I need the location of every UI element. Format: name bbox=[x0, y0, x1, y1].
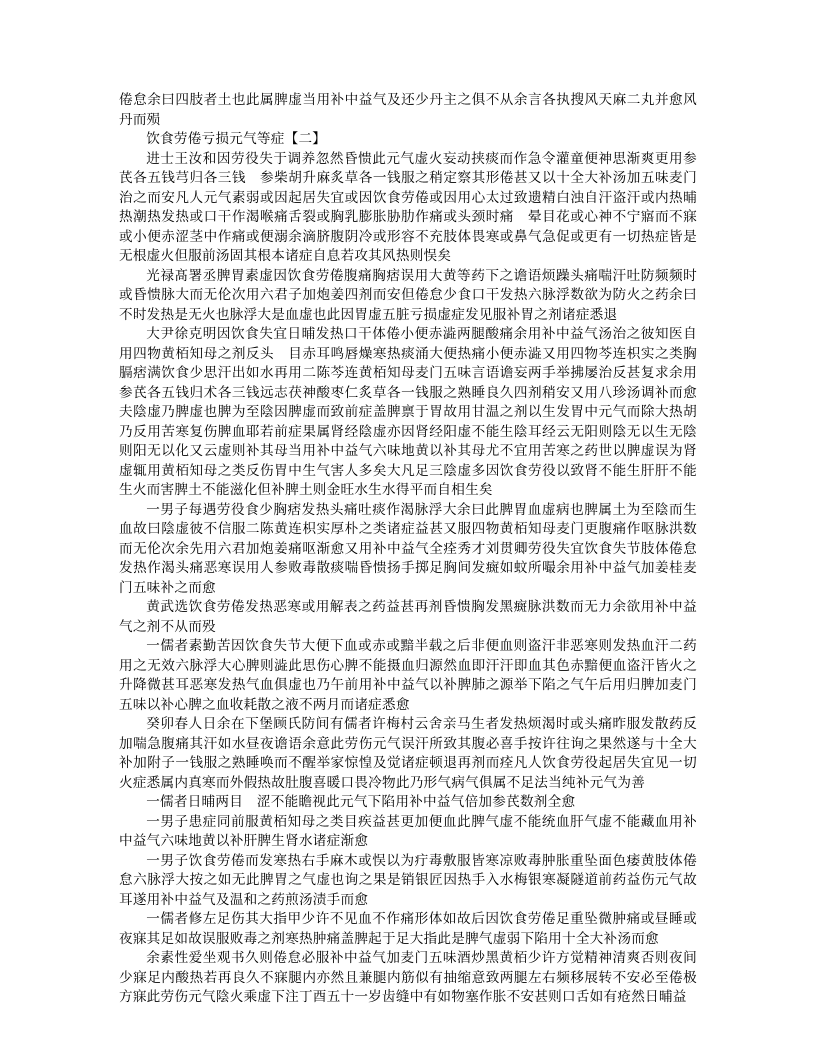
paragraph: 一儒者日晡两目 涩不能瞻视此元气下陷用补中益气倍加参芪数剂全愈 bbox=[146, 794, 576, 810]
paragraph: 一儒者素勤苦因饮食失节大便下血或赤或黯半载之后非便血则盗汗非恶寒则发热血汗二药用之无效六脉浮大心脾则澁此思伤心脾不能摄血归源然血即汗汗即血其色赤黯便血盗汗皆火之升降微甚耳恶寒发热气血俱虚也乃午前用补中益气以补脾肺之源举下陷之气午后用归脾加麦门五味以补心脾之血收耗散之液不两月而诸症悉愈 bbox=[119, 638, 697, 713]
paragraph: 一男子每遇劳役食少胸痞发热头痛吐痰作渴脉浮大余曰此脾胃血虚病也脾属土为至陰而生血故曰陰虚彼不信服二陈黄连枳实厚朴之类诸症益甚又服四物黄栢知母麦门更腹痛作呕脉洪数而无伦次余先用六君加炮姜痛呕渐愈又用补中益气全痊秀才刘贯卿劳役失宜饮食失节肢体倦怠发热作渴头痛恶寒误用人参败毒散痰喘昏愦扬手掷足胸间发癍如蚊所嘬余用补中益气加姜桂麦门五味补之而愈 bbox=[119, 501, 697, 596]
section-heading: 饮食劳倦亏损元气等症【二】 bbox=[146, 131, 327, 147]
paragraph: 一男子饮食劳倦而发寒热右手麻木或悮以为疔毒敷服皆寒凉败毒肿胀重坠面色痿黄肢体倦怠六脉浮大按之如无此脾胃之气虚也询之果是销银匠因热手入水梅银寒凝隧道前药益伤元气故耳遂用补中益气及温和之药煎汤渍手而愈 bbox=[119, 852, 697, 908]
paragraph: 进士王汝和因劳役失于调养忽然昏愦此元气虚火妄动挟痰而作急令灌童便神思渐爽更用参芪各五钱芎归各三钱 参柴胡升麻炙草各一钱服之稍定察其形倦甚又以十全大补汤加五味麦门治之而安凡人元气素弱或因起居失宜或因饮食劳倦或因用心太过致遗精白浊自汗盗汗或内热晡热潮热发热或口干作渴喉痛舌裂或胸乳膨胀胁肋作痛或头颈时痛 晕目花或心神不宁寤而不寐或小便赤涩茎中作痛或便溺余滴脐腹阴冷或形容不充肢体畏寒或鼻气急促或更有一切热症皆是无根虚火但服前汤固其根本诸症自息若攻其风热则悮矣 bbox=[119, 150, 697, 264]
paragraph: 余素性爱坐观书久则倦怠必服补中益气加麦门五味酒炒黑黄栢少许方觉精神清爽否则夜间少寐足内酸热若再良久不寐腿内亦然且兼腿内筋似有抽缩意致两腿左右频移展转不安必至倦极方寐此劳伤元气陰火乘虚下注丁酉五十一岁齿缝中有如物塞作胀不安甚则口舌如有疮然日晡益 bbox=[119, 950, 697, 1005]
paragraph: 癸卯春人日余在下堡顾氏防间有儒者许梅村云舍亲马生者发热烦渴时或头痛昨服发散药反加喘急腹痛其汗如水昼夜谵语余意此劳伤元气误汗所致其腹必喜手按许往询之果然遂与十全大补加附子一钱服之熟睡唤而不醒举家惊惶及觉诸症顿退再剂而痊凡人饮食劳役起居失宜见一切火症悉属内真寒而外假热故肚腹喜暖口畏冷物此乃形气病气俱属不足法当纯补元气为善 bbox=[119, 716, 697, 791]
document-page bbox=[119, 91, 697, 1008]
paragraph-continuation: 倦怠余曰四肢者土也此属脾虚当用补中益气及还少丹主之俱不从余言各执搜风天麻二丸并愈风丹而殒 bbox=[119, 92, 697, 128]
paragraph: 黄武选饮食劳倦发热恶寒或用解表之药益甚再剂昏愦胸发黑癍脉洪数而无力余欲用补中益气之剂不从而殁 bbox=[119, 599, 697, 635]
paragraph: 一男子患症同前服黄栢知母之类目疾益甚更加便血此脾气虚不能统血肝气虚不能藏血用补中益气六味地黄以补肝脾生肾水诸症渐愈 bbox=[119, 813, 697, 849]
paragraph: 大尹徐克明因饮食失宜日晡发热口干体倦小便赤澁两腿酸痛余用补中益气汤治之彼知医自用四物黄栢知母之剂反头 目赤耳鸣唇燥寒热痰涌大便热痛小便赤澁又用四物芩连枳实之类胸膈痞满饮食少思汗出如水再用二陈芩连黄栢知母麦门五味言语谵妄两手举拂屡治反甚复求余用参芪各五钱归术各三钱远志茯神酸枣仁炙草各一钱服之熟睡良久四剂稍安又用八珍汤调补而愈夫陰虚乃脾虚也脾为至陰因脾虚而致前症盖脾禀于胃故用甘温之剂以生发胃中元气而除大热胡乃反用苦寒复伤脾血耶若前症果属肾经陰虚亦因肾经阳虚不能生陰耳经云无阳则陰无以生无陰则阳无以化又云虚则补其母当用补中益气六味地黄以补其母尤不宜用苦寒之药世以脾虚误为肾虚辄用黄栢知母之类反伤胃中生气害人多矣大凡足三陰虚多因饮食劳役以致肾不能生肝肝不能生火而害脾土不能滋化但补脾土则金旺水生水得平而自相生矣 bbox=[119, 326, 697, 498]
paragraph: 光禄髙署丞脾胃素虚因饮食劳倦腹痛胸痞误用大黄等药下之谵语烦躁头痛喘汗吐防频频时或昏愦脉大而无伦次用六君子加炮姜四剂而安但倦怠少食口干发热六脉浮数欲为防火之药余曰不时发热是无火也脉浮大是血虚也此因胃虚五脏亏损虚症发见服补胃之剂诸症悉退 bbox=[119, 267, 697, 323]
paragraph: 一儒者修左足伤其大指甲少许不见血不作痛形体如故后因饮食劳倦足重坠微肿痛或昼睡或夜寐其足如故误服败毒之剂寒热肿痛盖脾起于足大指此是脾气虚弱下陷用十全大补汤而愈 bbox=[119, 911, 697, 947]
